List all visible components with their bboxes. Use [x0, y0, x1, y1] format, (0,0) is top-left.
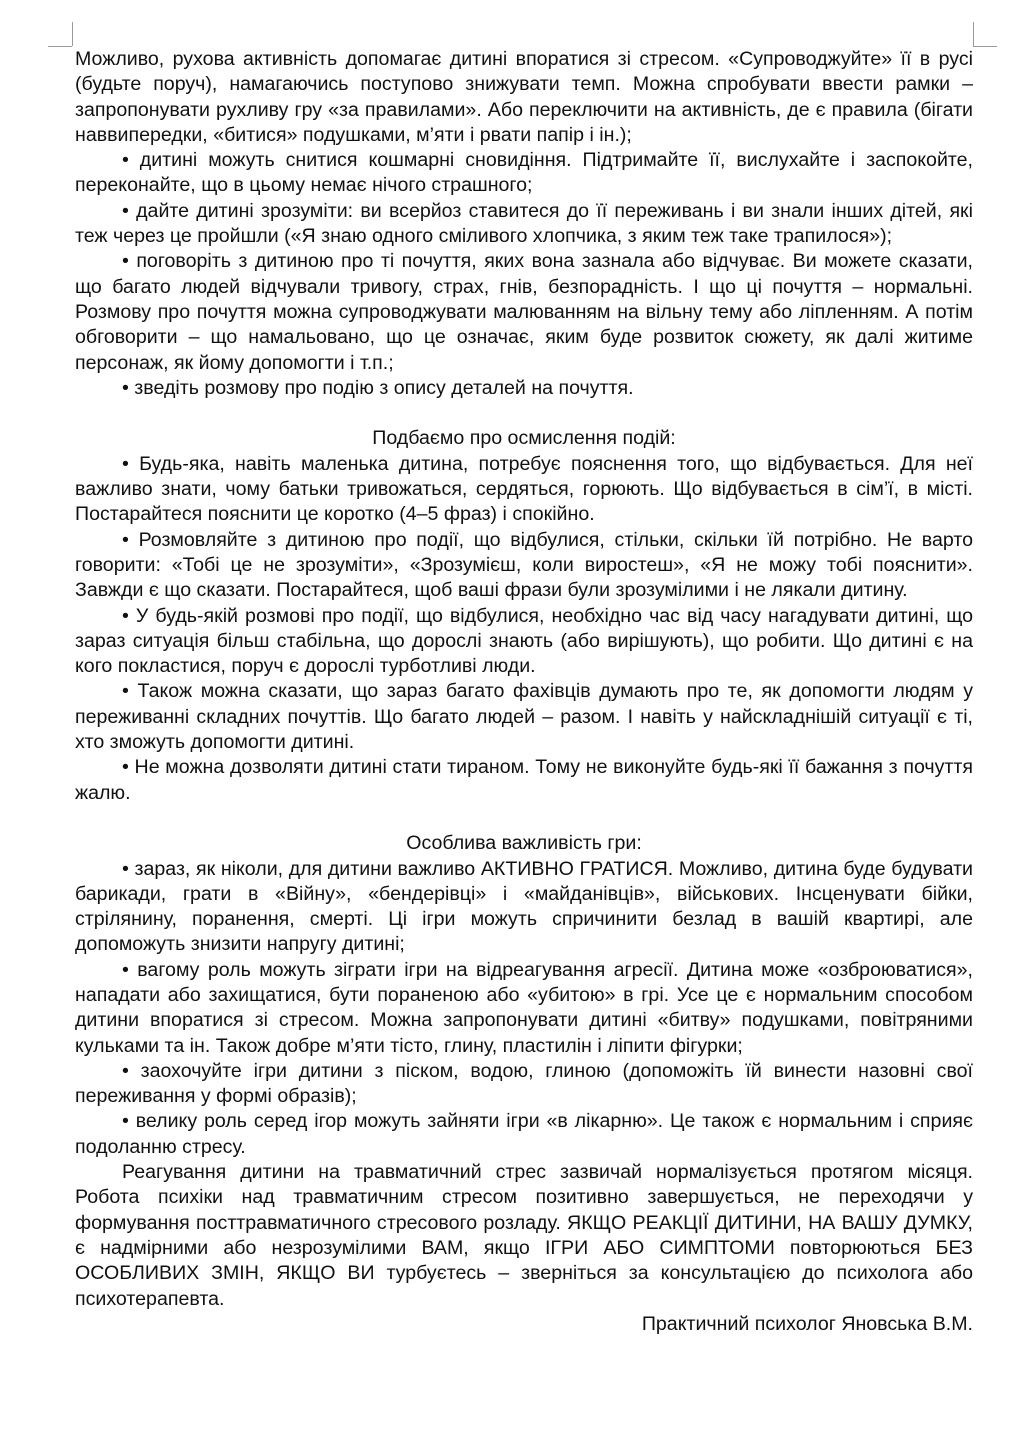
list-item-take-seriously: • дайте дитині зрозуміти: ви всерйоз ставитеся до її переживань і ви знали інших дітей, які теж через це пройшли («Я знаю одного сміливого хлопчика, з яким теж таке трапилося»);	[75, 199, 973, 248]
crop-mark-top-right-horizontal	[973, 46, 997, 47]
list-item-aggression-games: • вагому роль можуть зіграти ігри на відреагування агресії. Дитина може «озброюватися», нападати або захищатися, бути пораненою або «убитою» в грі. Усе це є нормальним способом дитини впоратися зі стресом. Можна запропонувати дитині «битву» подушками, повітряними кульками та ін. Також добре м’яти тісто, глину, пластилін і ліпити фігурки;	[75, 958, 973, 1057]
list-item-talk-events: • Розмовляйте з дитиною про події, що відбулися, стільки, скільки їй потрібно. Не варто говорити: «Тобі це не зрозуміти», «Зрозумієш, коли виростеш», «Я не можу тобі пояснити». Завжди є що сказати. Постарайтеся, щоб ваші фрази були зрозумілими і не лякали дитину.	[75, 528, 973, 602]
document-page	[75, 47, 973, 1337]
section-heading-play: Особлива важливість гри:	[406, 832, 642, 855]
paragraph-intro: Можливо, рухова активність допомагає дитині впоратися зі стресом. «Супроводжуйте» її в русі (будьте поруч), намагаючись поступово знижувати темп. Можна спробувати ввести рамки – запропонувати рухливу гру «за правилами». Або переключити на активність, де є правила (бігати наввипередки, «битися» подушками, м’яти і рвати папір і ін.);	[75, 48, 973, 146]
crop-mark-top-left-horizontal	[48, 46, 72, 47]
list-item-talk-feelings: • поговоріть з дитиною про ті почуття, яких вона зазнала або відчуває. Ви можете сказати, що багато людей відчували тривогу, страх, гнів, безпорадність. І що ці почуття – нормальні. Розмову про почуття можна супроводжувати малюванням на вільну тему або ліпленням. А потім обговорити – що намальовано, що це означає, яким буде розвиток сюжету, як далі житиме персонаж, як йому допомогти і т.п.;	[75, 250, 973, 374]
list-item-sand-water: • заохочуйте ігри дитини з піском, водою, глиною (допоможіть їй винести назовні свої переживання у формі образів);	[75, 1059, 973, 1108]
list-item-no-tyrant: • Не можна дозволяти дитині стати тираном. Тому не виконуйте будь-які її бажання з почуття жалю.	[75, 756, 973, 804]
spacer	[75, 401, 973, 426]
crop-mark-top-right-vertical	[973, 22, 974, 46]
section-heading-events: Подбаємо про осмислення подій:	[372, 427, 676, 450]
list-item-explanation: • Будь-яка, навіть маленька дитина, потребує пояснення того, що відбувається. Для неї важливо знати, чому батьки тривожаться, сердяться, горюють. Що відбувається в сім’ї, в місті. Постарайтеся пояснити це коротко (4–5 фраз) і спокійно.	[75, 452, 973, 526]
crop-mark-top-left-vertical	[72, 22, 73, 46]
list-item-active-play: • зараз, як ніколи, для дитини важливо АКТИВНО ГРАТИСЯ. Можливо, дитина буде будувати барикади, грати в «Війну», «бендерівці» і «майданівців», військових. Інсценувати бійки, стрілянину, поранення, смерті. Ці ігри можуть спричинити безлад в вашій квартирі, але допоможуть знизити напругу дитині;	[75, 857, 973, 956]
signature: Практичний психолог Яновська В.М.	[641, 1312, 973, 1335]
list-item-specialists: • Також можна сказати, що зараз багато фахівців думають про те, як допомогти людям у переживанні складних почуттів. Що багато людей – разом. І навіть у найскладнішій ситуації є ті, хто зможуть допомогти дитині.	[75, 680, 973, 754]
list-item-nightmares: • дитині можуть снитися кошмарні сновидіння. Підтримайте її, вислухайте і заспокойте, переконайте, що в цьому немає нічого страшного;	[75, 149, 973, 197]
list-item-shift-conversation: • зведіть розмову про подію з опису деталей на почуття.	[122, 376, 634, 399]
spacer	[75, 806, 973, 831]
list-item-hospital-games: • велику роль серед ігор можуть зайняти ігри «в лікарню». Це також є нормальним і сприяє подоланню стресу.	[75, 1110, 973, 1158]
paragraph-conclusion: Реагування дитини на травматичний стрес зазвичай нормалізується протягом місяця. Робота психіки над травматичним стресом позитивно завершується, не переходячи у формування посттравматичного стресового розладу. ЯКЩО РЕАКЦІЇ ДИТИНИ, НА ВАШУ ДУМКУ, є надмірними або незрозумілими ВАМ, якщо ІГРИ АБО СИМПТОМИ повторюються БЕЗ ОСОБЛИВИХ ЗМІН, ЯКЩО ВИ турбуєтесь – зверніться за консультацією до психолога або психотерапевта.	[75, 1161, 973, 1310]
list-item-stability: • У будь-якій розмові про події, що відбулися, необхідно час від часу нагадувати дитині, що зараз ситуація більш стабільна, що дорослі знають (або вирішують), що робити. Що дитині є на кого покластися, поруч є дорослі турботливі люди.	[75, 604, 973, 678]
